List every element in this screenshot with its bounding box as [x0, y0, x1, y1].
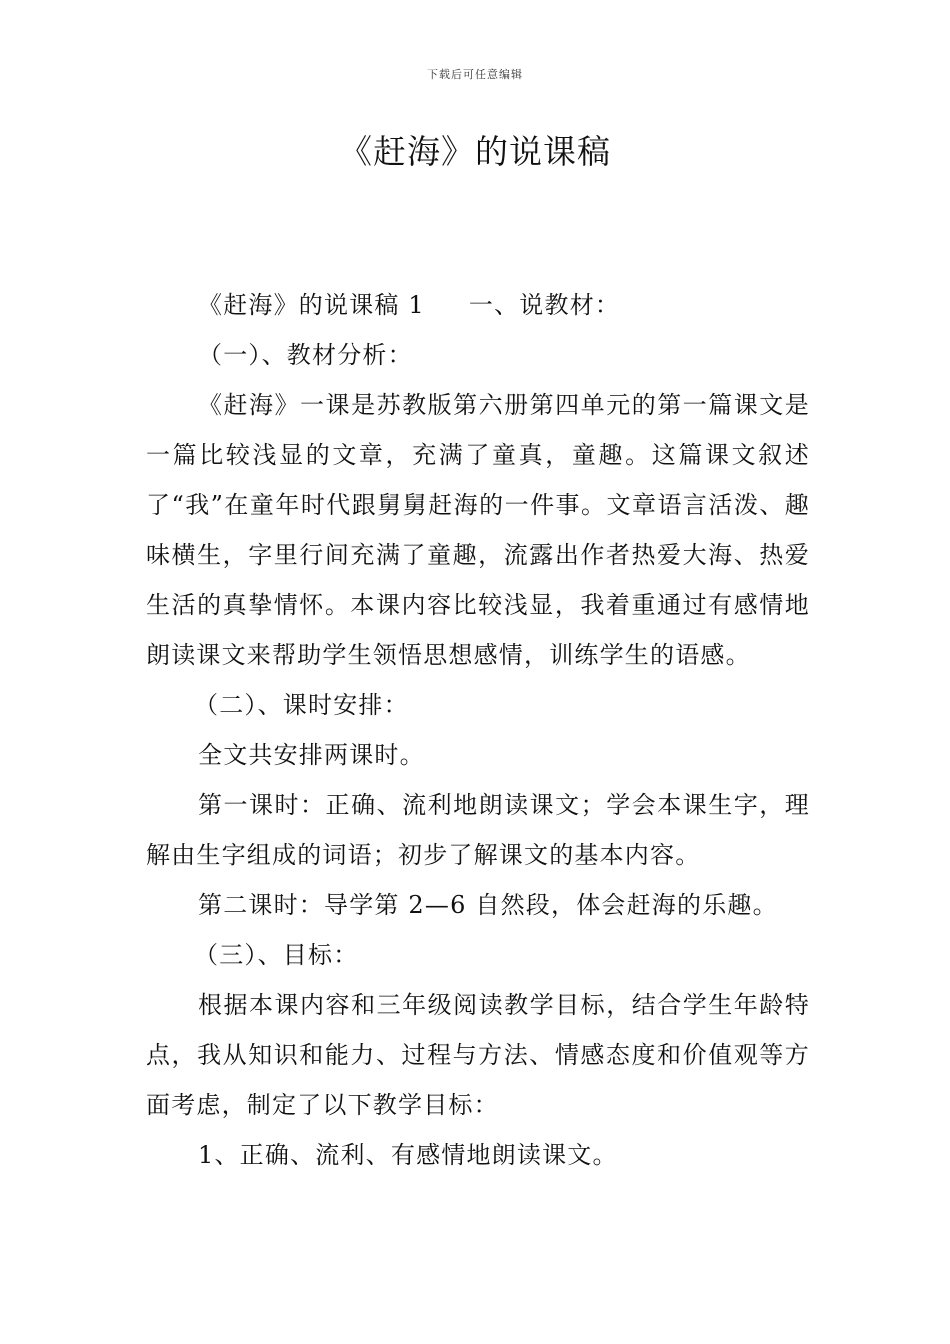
- section-heading: 一、说教材：: [468, 291, 621, 319]
- paragraph-subheading-3: （三）、目标：: [194, 941, 359, 969]
- paragraph-schedule: 全文共安排两课时。: [198, 741, 425, 769]
- document-title: 《赶海》的说课稿: [339, 132, 611, 171]
- document-body: [146, 280, 810, 1180]
- paragraph-subheading-2: （二）、课时安排：: [194, 691, 409, 719]
- paragraph-goals-intro: 根据本课内容和三年级阅读教学目标，结合学生年龄特点，我从知识和能力、过程与方法、情感态度和价值观等方面考虑，制定了以下教学目标：: [146, 991, 810, 1119]
- paragraph-heading-1: [146, 280, 810, 330]
- paragraph-subheading-1: （一）、教材分析：: [198, 341, 413, 369]
- paragraph-goal-1: 1、正确、流利、有感情地朗读课文。: [198, 1141, 618, 1169]
- paragraph-lesson-2: 第二课时：导学第 2—6 自然段，体会赶海的乐趣。: [198, 891, 778, 919]
- section-title: 《赶海》的说课稿 1: [198, 291, 425, 319]
- paragraph-lesson-1: 第一课时：正确、流利地朗读课文；学会本课生字，理解由生字组成的词语；初步了解课文的基本内容。: [146, 791, 810, 869]
- paragraph-analysis: 《赶海》一课是苏教版第六册第四单元的第一篇课文是一篇比较浅显的文章，充满了童真，童趣。这篇课文叙述了“我”在童年时代跟舅舅赶海的一件事。文章语言活泼、趣味横生，字里行间充满了童趣，流露出作者热爱大海、热爱生活的真挚情怀。本课内容比较浅显，我着重通过有感情地朗读课文来帮助学生领悟思想感情，训练学生的语感。: [146, 391, 810, 669]
- header-note: 下载后可任意编辑: [427, 68, 523, 81]
